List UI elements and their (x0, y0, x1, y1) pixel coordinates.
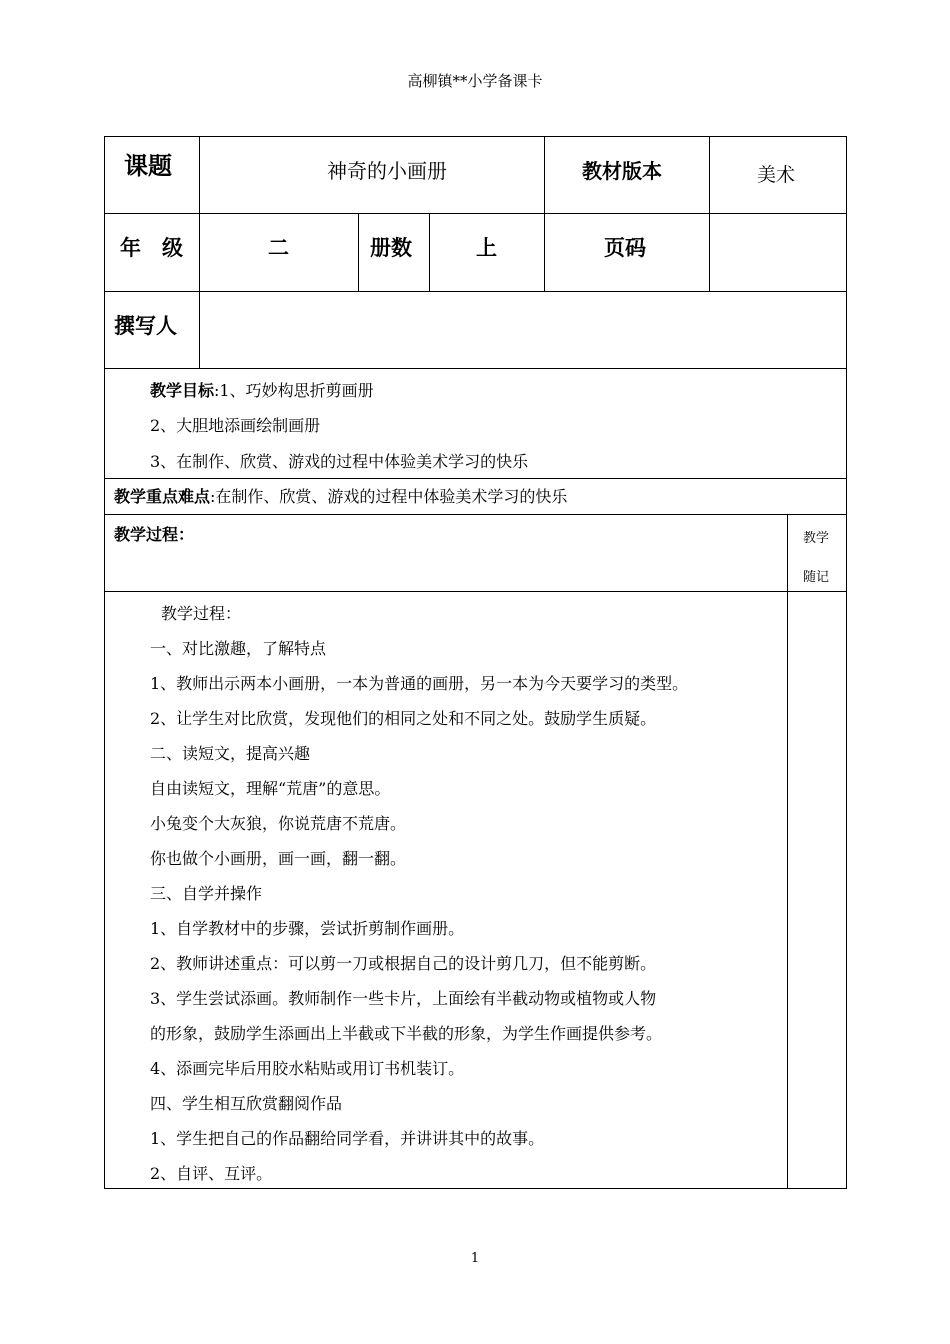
title-value: 神奇的小画册 (327, 159, 447, 183)
notes-label-2: 随记 (803, 570, 830, 585)
col-divider (358, 213, 359, 291)
body-line: 1、学生把自己的作品翻给同学看，并讲讲其中的故事。 (150, 1129, 545, 1148)
row-divider (104, 591, 847, 592)
goals-label: 教学目标 (150, 381, 215, 400)
volume-label: 册数 (370, 236, 412, 260)
page-number: 1 (470, 1251, 480, 1266)
title-label: 课题 (124, 152, 172, 180)
key-points (114, 484, 567, 507)
body-line: 2、让学生对比欣赏，发现他们的相同之处和不同之处。鼓励学生质疑。 (150, 709, 657, 728)
process-label: 教学过程： (114, 525, 195, 544)
col-divider (709, 136, 710, 291)
body-line: 2、自评、互评。 (150, 1164, 273, 1183)
body-line: 2、教师讲述重点：可以剪一刀或根据自己的设计剪几刀，但不能剪断。 (150, 954, 657, 973)
body-line: 3、学生尝试添画。教师制作一些卡片，上面绘有半截动物或植物或人物 (150, 989, 657, 1008)
volume-value: 上 (476, 236, 497, 260)
notes-label-1: 教学 (803, 531, 830, 546)
goals-line-3: 3、在制作、欣赏、游戏的过程中体验美术学习的快乐 (150, 452, 529, 471)
row-divider (104, 291, 847, 292)
edition-value: 美术 (757, 164, 796, 186)
body-line: 1、教师出示两本小画册，一本为普通的画册，另一本为今天要学习的类型。 (150, 674, 689, 693)
table-border-bottom (104, 1188, 847, 1189)
body-line: 1、自学教材中的步骤，尝试折剪制作画册。 (150, 919, 465, 938)
author-label: 撰写人 (114, 314, 177, 338)
grade-label: 年 级 (120, 236, 183, 260)
col-divider (429, 213, 430, 291)
row-divider (104, 368, 847, 369)
body-line: 二、读短文，提高兴趣 (150, 744, 311, 763)
table-border-left (104, 136, 105, 1189)
goals-line-2: 2、大胆地添画绘制画册 (150, 416, 321, 435)
table-border-top (104, 136, 847, 137)
goals-text: :1、巧妙构思折剪画册 (214, 381, 374, 400)
col-divider (544, 136, 545, 291)
body-line: 自由读短文，理解“荒唐”的意思。 (150, 779, 391, 798)
body-line: 你也做个小画册，画一画，翻一翻。 (150, 849, 407, 868)
table-border-right (846, 136, 847, 1189)
edition-label: 教材版本 (582, 159, 662, 183)
body-line: 的形象，鼓励学生添画出上半截或下半截的形象，为学生作画提供参考。 (150, 1024, 663, 1043)
grade-value: 二 (268, 236, 289, 260)
row-divider (104, 514, 847, 515)
body-line: 教学过程： (161, 604, 242, 623)
page-header: 高柳镇**小学备课卡 (407, 72, 543, 90)
body-line: 三、自学并操作 (150, 884, 263, 903)
body-line: 一、对比激趣，了解特点 (150, 639, 327, 658)
col-divider (199, 136, 200, 368)
page-label: 页码 (604, 236, 646, 260)
key-text: :在制作、欣赏、游戏的过程中体验美术学习的快乐 (210, 487, 568, 506)
row-divider (104, 478, 847, 479)
row-divider (104, 213, 847, 214)
goals-line-1 (150, 378, 374, 401)
body-line: 四、学生相互欣赏翻阅作品 (150, 1094, 343, 1113)
col-divider (787, 514, 788, 1189)
key-label: 教学重点难点 (114, 487, 211, 506)
body-line: 4、添画完毕后用胶水粘贴或用订书机装订。 (150, 1059, 465, 1078)
body-line: 小兔变个大灰狼，你说荒唐不荒唐。 (150, 814, 407, 833)
